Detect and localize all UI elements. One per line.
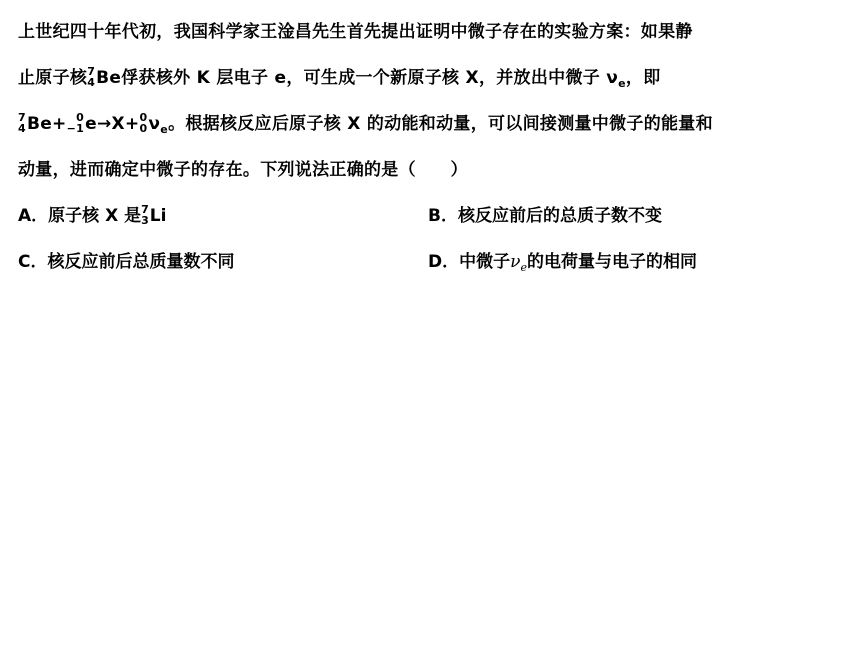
equation-term: X+ xyxy=(111,114,140,134)
option-d[interactable] xyxy=(428,244,697,286)
equation-term: ν xyxy=(148,114,161,134)
option-c[interactable] xyxy=(18,244,234,280)
equation-term: e xyxy=(85,114,97,134)
neutrino-subscript: e xyxy=(618,77,626,90)
option-a-text: A．原子核 X 是 xyxy=(18,206,142,226)
neutrino-subscript: e xyxy=(160,123,169,136)
options-row-1 xyxy=(18,198,838,244)
neutrino-subscript: e xyxy=(520,261,527,274)
options-row-2 xyxy=(18,244,838,290)
mass-number: 7 xyxy=(87,65,96,78)
neutrino-symbol: ν xyxy=(510,252,521,272)
charge-number: 4 xyxy=(87,76,96,89)
mass-number: 0 xyxy=(139,111,148,124)
beryllium-nuclide-indices xyxy=(18,112,26,134)
question-text: 止原子核 xyxy=(18,68,88,88)
question-text: 。根据核反应后原子核 X 的动能和动量，可以间接测量中微子的能量和 xyxy=(168,114,713,134)
question-line-3 xyxy=(18,106,838,152)
charge-number: 3 xyxy=(141,214,149,227)
option-d-text: D．中微子 xyxy=(428,252,511,272)
lithium-nuclide-indices xyxy=(141,204,149,226)
option-c-text: C．核反应前后总质量数不同 xyxy=(18,252,235,272)
option-b[interactable] xyxy=(428,198,662,234)
question-line-1: 上世纪四十年代初，我国科学家王淦昌先生首先提出证明中微子存在的实验方案：如果静 xyxy=(18,22,693,42)
electron-indices xyxy=(67,112,84,134)
reaction-arrow: → xyxy=(96,114,112,134)
beryllium-nuclide-indices xyxy=(87,66,95,88)
element-symbol: Li xyxy=(149,206,167,226)
element-symbol: Be xyxy=(96,68,122,88)
mass-number: 0 xyxy=(76,111,85,124)
reaction-equation xyxy=(18,111,169,136)
charge-number: −1 xyxy=(66,122,85,135)
question-line-4: 动量，进而确定中微子的存在。下列说法正确的是（ ） xyxy=(18,160,468,180)
question-stem xyxy=(18,14,838,198)
question-line-2 xyxy=(18,60,838,106)
mass-number: 7 xyxy=(18,111,26,124)
equation-term: Be+ xyxy=(26,114,67,134)
mass-number: 7 xyxy=(141,203,149,216)
question-text: ，即 xyxy=(625,68,661,88)
option-a[interactable] xyxy=(18,198,166,234)
option-d-text: 的电荷量与电子的相同 xyxy=(526,252,697,272)
charge-number: 4 xyxy=(18,122,26,135)
option-b-text: B．核反应前后的总质子数不变 xyxy=(428,206,662,226)
question-text: 俘获核外 K 层电子 e，可生成一个新原子核 X，并放出中微子 ν xyxy=(121,68,619,88)
charge-number: 0 xyxy=(139,122,148,135)
neutrino-indices xyxy=(139,112,147,134)
answer-options xyxy=(18,198,838,290)
